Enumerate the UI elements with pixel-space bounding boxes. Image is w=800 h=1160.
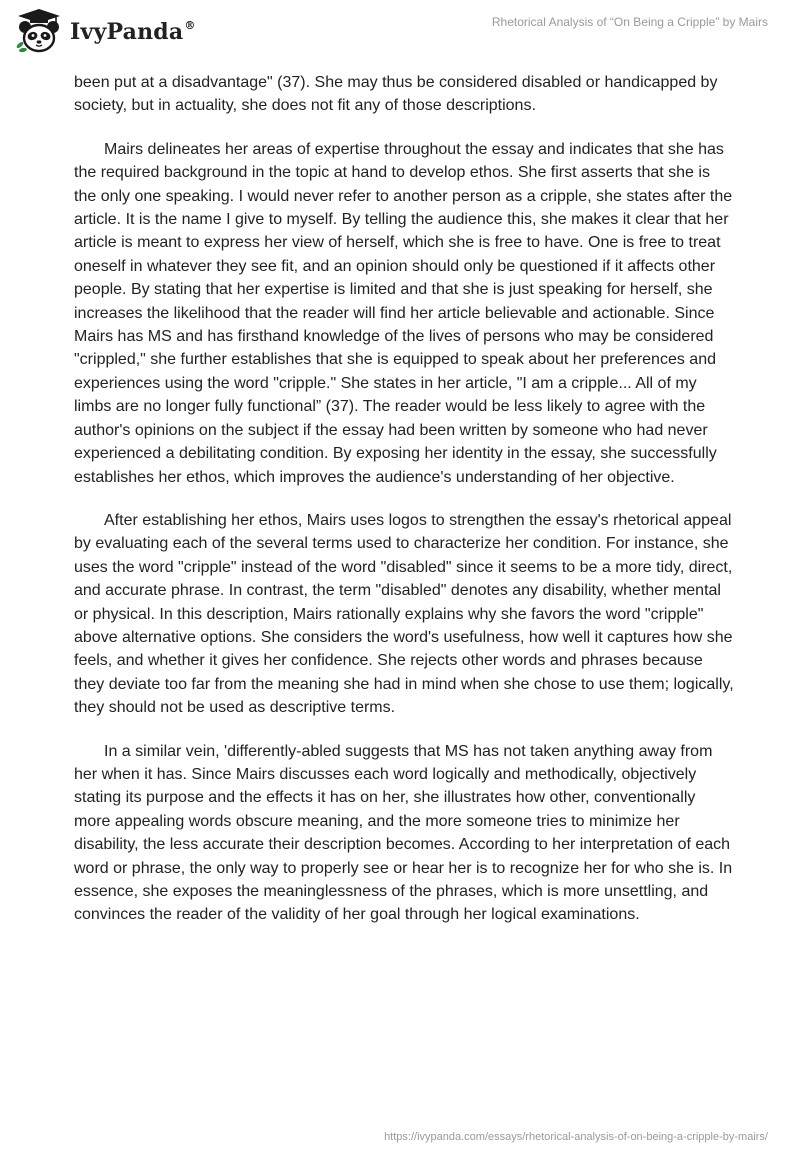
paragraph-continued: been put at a disadvantage" (37). She may thus be considered disabled or handicapped by society, but in actuality, she does not fit any of those descriptions. <box>74 74 718 115</box>
registered-mark: ® <box>184 18 196 32</box>
paragraph: After establishing her ethos, Mairs uses logos to strengthen the essay's rhetorical appeal by evaluating each of the several terms used to characterize her condition. For instance, she uses the word "cripple" instead of the word "disabled" since it seems to be a more tidy, direct, and accurate phrase. In contrast, the term "disabled" denotes any disability, whether mental or physical. In this description, Mairs rationally explains why she favors the word "cripple" above alternative options. She considers the word's usefulness, how well it captures how she feels, and whether it gives her confidence. She rejects other words and phrases because they deviate too far from the meaning she had in mind when she chose to use them; logically, they should not be used as descriptive terms. <box>74 511 734 717</box>
paragraph: Mairs delineates her areas of expertise throughout the essay and indicates that she has the required background in the topic at hand to develop ethos. She first asserts that she is the only one speaking. I would never refer to another person as a cripple, she states after the article. It is the name I give to myself. By telling the audience this, she makes it clear that her article is meant to express her view of herself, which she is free to have. One is free to treat oneself in whatever they see fit, and an opinion should only be questioned if it affects other people. By stating that her expertise is limited and that she is just speaking for herself, she increases the likelihood that the reader will find her article believable and actionable. Since Mairs has MS and has firsthand knowledge of the lives of persons who may be considered "crippled," she further establishes that she is equipped to speak about her preferences and experiences using the word "cripple." She states in her article, "I am a cripple... All of my limbs are no longer fully functional” (37). The reader would be less likely to agree with the author's opinions on the subject if the essay had been written by someone who had never experienced a debilitating condition. By exposing her identity in the essay, she successfully establishes her ethos, which improves the audience's understanding of her objective. <box>74 140 733 486</box>
paragraph: In a similar vein, 'differently-abled suggests that MS has not taken anything away from her when it has. Since Mairs discusses each word logically and methodically, objectively stating its purpose and the effects it has on her, she illustrates how other, conventionally more appealing words obscure meaning, and the more someone tries to minimize her disability, the less accurate their description becomes. According to her interpretation of each word or phrase, the only way to properly see or hear her is to recognize her for who she is. In essence, she exposes the meaninglessness of the phrases, which is more unsettling, and convinces the reader of the validity of her goal through her logical examinations. <box>74 742 733 924</box>
page-header <box>0 0 800 60</box>
brand-name <box>70 19 196 45</box>
brand-name-text: IvyPanda <box>70 19 184 45</box>
brand-logo[interactable] <box>14 8 196 54</box>
panda-graduate-icon <box>14 8 64 54</box>
source-url[interactable]: https://ivypanda.com/essays/rhetorical-analysis-of-on-being-a-cripple-by-mairs/ <box>384 1131 768 1143</box>
essay-body <box>74 71 734 947</box>
document-title: Rhetorical Analysis of “On Being a Cripple” by Mairs <box>491 15 768 29</box>
